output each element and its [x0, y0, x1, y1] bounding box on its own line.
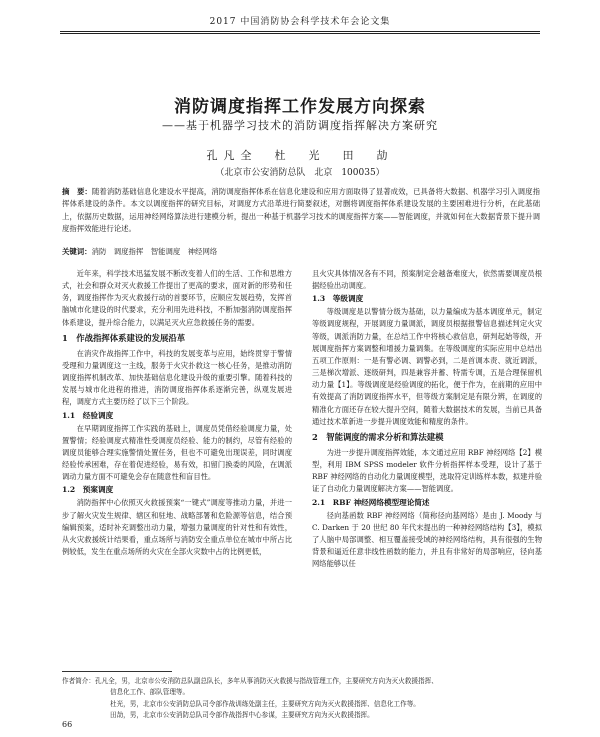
section-1-1-paragraph: 在早期调度指挥工作实践的基础上，调度员凭借经验调度力量，处置警情；经验调度式精准性受调度员经验、能力的制约，尽管有经验的调度员能够合理实施警情处置任务，但也不可避免出现误差，同时调度经验传承困难，存在着促进经验，易有效，扣留门换委的风险，在调派调动力量方面不可避免会存在随意性和盲目性。 [62, 423, 292, 482]
section-1-2-heading: 1.2 预案调度 [62, 485, 114, 495]
continued-paragraph: 且火灾具体情况各有不同，预案制定会越备难度大，依然需要调度员根据经验出动调度。 [312, 269, 542, 291]
section-2-paragraph: 为进一步提升调度指挥效能，本文通过应用 RBF 神经网络【2】模型，利用 IBM SPSS modeler 软件分析指挥样本受理，设计了基于 RBF 神经网络的自动化力量调度模型，选取符定训练样本数，拟建并验证了自动化力量调度解决方案——智能调度。 [312, 447, 542, 494]
author-list: 孔凡全 杜 光 田 劼 [206, 149, 394, 162]
keywords [62, 246, 540, 258]
paper-subtitle: ——基于机器学习技术的消防调度指挥解决方案研究 [162, 119, 438, 132]
keywords-label: 关键词： [62, 247, 92, 256]
footnote-line: 信息化工作、部队管理等。 [110, 688, 190, 697]
footnote-line: 杜光，男，北京市公安消防总队司令部作战训练处副主任，主要研究方向为灭火救援指挥、信息化工作等。 [110, 699, 420, 708]
section-2-1-heading: 2.1 RBF 神经网络模型理论简述 [312, 497, 430, 507]
abstract-text: 随着消防基础信息化建设水平提高，消防调度指挥体系在信息化建设和应用方面取得了显著成效，已具备将大数据、机器学习引入调度指挥体系建设的条件。本文以调度指挥的研究目标，对调度方式沿革进行简要叙述，对删将调度指挥体系建设发展的主要困难进行分析，在此基础上，依据历史数据，运用神经网络算法进行建模分析，提出一种基于机器学习技术的调度指挥方案——智能调度，并就如何在大数据背景下提升调度指挥效能进行论述。 [62, 187, 540, 233]
section-1-1-heading: 1.1 经验调度 [62, 410, 114, 420]
section-1-3-paragraph: 等级调度是以警情分级为基础，以力量编成为基本调度单元，制定等级调度规程，开展调度力量调派，调度员根据报警信息描述判定火灾等级，调派消防力量，在总结工作中将核心救信息，研判起始等级，开展调度指挥方案调整和增援力量调集。在等级调度的实际应用中总结出五项工作原则：一是有警必调、调警必到，二是首调本责、就近调派，三是梯次增派、逐级研判，四是兼容并蓄、特需专调，五是合理保留机动力量【1】。等级调度是经验调度的拓化，便于作为，在前期的应用中有效提高了消防调度指挥水平，但等级方案制定是有限分辨，在调度的精准化方面还存在较大提升空间，随着大数据技术的发展，当前已具备通过技术革新进一步提升调度效能和精度的条件。 [312, 307, 542, 426]
paper-title: 消防调度指挥工作发展方向探索 [174, 97, 426, 117]
right-column [312, 268, 542, 570]
section-1-heading: 1 作战指挥体系建设的发展沿革 [62, 332, 186, 343]
section-1-paragraph: 在消灾作战指挥工作中，科技的发展变革与应用，始终贯穿于警情受理和力量调度这一主线，服务于火灾扑救这一核心任务，是推动消防调度指挥机制改革、加快基础信息化建设升级的重要引擎。随着科技的发展与城市化进程的推进，消防调度指挥体系逐渐完善，纵观发展进程，调度方式主要历经了以下三个阶段。 [62, 348, 292, 407]
section-2-1-paragraph: 径向基函数 RBF 神经网络（简称径向基网络）是由 J. Moody 与 C. Darken 于 20 世纪 80 年代末提出的一种神经网络结构【3】，模拟了人脑中局部调整、相互覆盖接受域的神经网络结构，具有很强的生物背景和逼近任意非线性函数的能力，并且有非常好的局部响应，径向基网络能够以任 [312, 510, 542, 569]
left-column [62, 268, 292, 558]
header-rule [60, 31, 540, 34]
running-header: 2017 中国消防协会科学技术年会论文集 [209, 17, 391, 27]
abstract [62, 186, 540, 235]
page-number: 66 [62, 720, 73, 729]
abstract-label: 摘 要： [62, 187, 92, 196]
intro-paragraph: 近年来，科学技术迅猛发展不断改变着人们的生活、工作和思维方式，社会和群众对灭火救援工作提出了更高的要求，面对新的形势和任务，调度指挥作为灭火救援行动的首要环节，应顺应发展趋势，发挥首脑城市化建设的时代要求，充分利用先进科技，不断加强消防调度指挥体系建设，提升综合能力，以满足灭火应急救援任务的需要。 [62, 269, 292, 327]
keywords-text: 消防 调度指挥 智能调度 神经网络 [91, 247, 218, 256]
footnote-line: 作者简介：孔凡全，男，北京市公安消防总队副总队长，多年从事消防灭火救援与指战管理工作，主要研究方向为灭火救援指挥、 [62, 677, 438, 685]
footnote-rule [62, 671, 172, 672]
section-2-heading: 2 智能调度的需求分析和算法建模 [312, 431, 444, 442]
section-1-3-heading: 1.3 等级调度 [312, 294, 364, 304]
author-affiliation: （北京市公安消防总队 北京 100035） [215, 168, 385, 178]
footnote-line: 田劼，男，北京市公安消防总队司令部作战指挥中心参谋，主要研究方向为灭火救援指挥。 [110, 710, 374, 719]
author-footnote [62, 676, 540, 721]
section-1-2-paragraph: 消防指挥中心依照灭火救援预案“一键式”调度等推动力量，并进一步了解火灾发生规律、辖区和驻地、战略部署和危险源等信息，结合预编辑预案，适时补充调整出动力量，增强力量调度的针对性和有效性，从火灾救援统计结果看，重点场所与消防安全重点单位在城市中所占比例较低，发生在重点场所的火灾在全部火灾数中占的比例更低， [62, 498, 292, 556]
